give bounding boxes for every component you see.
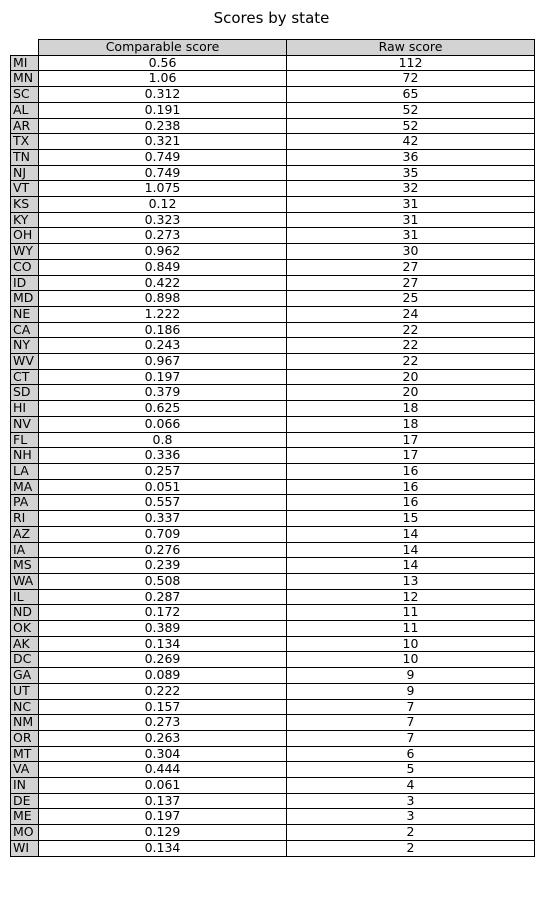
raw-score-cell: 52: [287, 102, 535, 118]
comparable-score-cell: 0.197: [39, 369, 287, 385]
table-row: [11, 149, 535, 165]
row-label: MT: [11, 746, 39, 762]
table-row: [11, 668, 535, 684]
raw-score-cell: 17: [287, 432, 535, 448]
table-row: [11, 55, 535, 71]
scores-table: [10, 39, 535, 857]
comparable-score-cell: 0.749: [39, 165, 287, 181]
row-label: IA: [11, 542, 39, 558]
table-row: [11, 621, 535, 637]
raw-score-cell: 22: [287, 322, 535, 338]
raw-score-cell: 30: [287, 244, 535, 260]
row-label: SD: [11, 385, 39, 401]
table-row: [11, 291, 535, 307]
raw-score-cell: 24: [287, 306, 535, 322]
row-label: CA: [11, 322, 39, 338]
table-row: [11, 416, 535, 432]
row-label: ND: [11, 605, 39, 621]
row-label: UT: [11, 683, 39, 699]
raw-score-cell: 16: [287, 463, 535, 479]
table-row: [11, 715, 535, 731]
row-label: NE: [11, 306, 39, 322]
row-label: TX: [11, 134, 39, 150]
comparable-score-cell: 0.12: [39, 197, 287, 213]
row-label: AZ: [11, 526, 39, 542]
comparable-score-cell: 0.257: [39, 463, 287, 479]
raw-score-cell: 17: [287, 448, 535, 464]
row-label: DC: [11, 652, 39, 668]
table-row: [11, 809, 535, 825]
raw-score-cell: 9: [287, 668, 535, 684]
comparable-score-cell: 0.137: [39, 793, 287, 809]
raw-score-cell: 2: [287, 825, 535, 841]
comparable-score-cell: 0.962: [39, 244, 287, 260]
comparable-score-cell: 0.508: [39, 573, 287, 589]
row-label: VA: [11, 762, 39, 778]
raw-score-cell: 18: [287, 401, 535, 417]
row-label: CO: [11, 259, 39, 275]
table-row: [11, 730, 535, 746]
raw-score-cell: 11: [287, 605, 535, 621]
row-label: GA: [11, 668, 39, 684]
comparable-score-cell: 0.557: [39, 495, 287, 511]
row-label: OH: [11, 228, 39, 244]
table-row: [11, 746, 535, 762]
row-label: OK: [11, 621, 39, 637]
raw-score-cell: 4: [287, 778, 535, 794]
raw-score-cell: 12: [287, 589, 535, 605]
row-label: CT: [11, 369, 39, 385]
raw-score-cell: 7: [287, 730, 535, 746]
row-label: AL: [11, 102, 39, 118]
row-label: TN: [11, 149, 39, 165]
comparable-score-cell: 0.312: [39, 87, 287, 103]
table-body: [11, 55, 535, 856]
row-label: WV: [11, 354, 39, 370]
raw-score-cell: 36: [287, 149, 535, 165]
comparable-score-cell: 0.051: [39, 479, 287, 495]
column-header-raw-score: Raw score: [287, 40, 535, 56]
table-row: [11, 558, 535, 574]
raw-score-cell: 7: [287, 715, 535, 731]
raw-score-cell: 14: [287, 558, 535, 574]
table-row: [11, 432, 535, 448]
row-label: IL: [11, 589, 39, 605]
comparable-score-cell: 0.898: [39, 291, 287, 307]
comparable-score-cell: 0.709: [39, 526, 287, 542]
table-row: [11, 165, 535, 181]
table-row: [11, 181, 535, 197]
raw-score-cell: 52: [287, 118, 535, 134]
row-label: IN: [11, 778, 39, 794]
raw-score-cell: 11: [287, 621, 535, 637]
row-label: FL: [11, 432, 39, 448]
comparable-score-cell: 0.276: [39, 542, 287, 558]
raw-score-cell: 13: [287, 573, 535, 589]
comparable-score-cell: 0.56: [39, 55, 287, 71]
raw-score-cell: 31: [287, 197, 535, 213]
comparable-score-cell: 0.061: [39, 778, 287, 794]
row-label: KS: [11, 197, 39, 213]
comparable-score-cell: 0.269: [39, 652, 287, 668]
column-header-comparable-score: Comparable score: [39, 40, 287, 56]
comparable-score-cell: 0.157: [39, 699, 287, 715]
table-row: [11, 322, 535, 338]
row-label: DE: [11, 793, 39, 809]
table-row: [11, 793, 535, 809]
raw-score-cell: 7: [287, 699, 535, 715]
row-label: OR: [11, 730, 39, 746]
raw-score-cell: 14: [287, 526, 535, 542]
row-label: MS: [11, 558, 39, 574]
table-row: [11, 212, 535, 228]
row-label: NC: [11, 699, 39, 715]
comparable-score-cell: 0.197: [39, 809, 287, 825]
table-row: [11, 762, 535, 778]
raw-score-cell: 10: [287, 636, 535, 652]
raw-score-cell: 2: [287, 840, 535, 856]
comparable-score-cell: 0.849: [39, 259, 287, 275]
comparable-score-cell: 0.238: [39, 118, 287, 134]
comparable-score-cell: 0.134: [39, 636, 287, 652]
comparable-score-cell: 0.089: [39, 668, 287, 684]
table-row: [11, 526, 535, 542]
header-row: [11, 40, 535, 56]
row-label: AR: [11, 118, 39, 134]
raw-score-cell: 22: [287, 338, 535, 354]
comparable-score-cell: 0.134: [39, 840, 287, 856]
comparable-score-cell: 0.243: [39, 338, 287, 354]
table-row: [11, 495, 535, 511]
raw-score-cell: 112: [287, 55, 535, 71]
comparable-score-cell: 0.129: [39, 825, 287, 841]
comparable-score-cell: 0.337: [39, 511, 287, 527]
comparable-score-cell: 0.321: [39, 134, 287, 150]
table-row: [11, 338, 535, 354]
raw-score-cell: 6: [287, 746, 535, 762]
comparable-score-cell: 0.444: [39, 762, 287, 778]
comparable-score-cell: 0.625: [39, 401, 287, 417]
raw-score-cell: 65: [287, 87, 535, 103]
raw-score-cell: 35: [287, 165, 535, 181]
comparable-score-cell: 0.336: [39, 448, 287, 464]
table-row: [11, 197, 535, 213]
row-label: ID: [11, 275, 39, 291]
table-row: [11, 134, 535, 150]
raw-score-cell: 72: [287, 71, 535, 87]
row-label: MA: [11, 479, 39, 495]
table-row: [11, 573, 535, 589]
row-label: SC: [11, 87, 39, 103]
comparable-score-cell: 1.06: [39, 71, 287, 87]
table-row: [11, 511, 535, 527]
table-row: [11, 259, 535, 275]
table-row: [11, 71, 535, 87]
comparable-score-cell: 0.422: [39, 275, 287, 291]
comparable-score-cell: 0.967: [39, 354, 287, 370]
comparable-score-cell: 0.186: [39, 322, 287, 338]
row-label: NH: [11, 448, 39, 464]
row-label: MO: [11, 825, 39, 841]
comparable-score-cell: 0.749: [39, 149, 287, 165]
raw-score-cell: 20: [287, 369, 535, 385]
raw-score-cell: 16: [287, 495, 535, 511]
row-label: MI: [11, 55, 39, 71]
comparable-score-cell: 0.287: [39, 589, 287, 605]
raw-score-cell: 14: [287, 542, 535, 558]
table-row: [11, 683, 535, 699]
raw-score-cell: 27: [287, 259, 535, 275]
comparable-score-cell: 0.379: [39, 385, 287, 401]
raw-score-cell: 31: [287, 228, 535, 244]
row-label: MD: [11, 291, 39, 307]
table-row: [11, 448, 535, 464]
table-row: [11, 840, 535, 856]
row-label: LA: [11, 463, 39, 479]
raw-score-cell: 20: [287, 385, 535, 401]
row-label: ME: [11, 809, 39, 825]
table-row: [11, 102, 535, 118]
table-row: [11, 652, 535, 668]
comparable-score-cell: 0.8: [39, 432, 287, 448]
row-label: NY: [11, 338, 39, 354]
table-row: [11, 542, 535, 558]
comparable-score-cell: 0.172: [39, 605, 287, 621]
table-row: [11, 401, 535, 417]
comparable-score-cell: 0.222: [39, 683, 287, 699]
table-row: [11, 479, 535, 495]
table-row: [11, 463, 535, 479]
row-label: RI: [11, 511, 39, 527]
table-row: [11, 385, 535, 401]
table-row: [11, 369, 535, 385]
table-row: [11, 636, 535, 652]
comparable-score-cell: 0.389: [39, 621, 287, 637]
row-label: AK: [11, 636, 39, 652]
comparable-score-cell: 0.191: [39, 102, 287, 118]
comparable-score-cell: 0.304: [39, 746, 287, 762]
comparable-score-cell: 0.273: [39, 228, 287, 244]
table-row: [11, 354, 535, 370]
raw-score-cell: 31: [287, 212, 535, 228]
raw-score-cell: 3: [287, 793, 535, 809]
comparable-score-cell: 0.273: [39, 715, 287, 731]
raw-score-cell: 16: [287, 479, 535, 495]
table-row: [11, 244, 535, 260]
row-label: WA: [11, 573, 39, 589]
raw-score-cell: 5: [287, 762, 535, 778]
raw-score-cell: 22: [287, 354, 535, 370]
comparable-score-cell: 1.222: [39, 306, 287, 322]
raw-score-cell: 25: [287, 291, 535, 307]
row-label: WY: [11, 244, 39, 260]
row-label: NJ: [11, 165, 39, 181]
raw-score-cell: 27: [287, 275, 535, 291]
row-label: MN: [11, 71, 39, 87]
raw-score-cell: 10: [287, 652, 535, 668]
raw-score-cell: 18: [287, 416, 535, 432]
table-row: [11, 228, 535, 244]
table-row: [11, 699, 535, 715]
raw-score-cell: 3: [287, 809, 535, 825]
table-row: [11, 118, 535, 134]
row-label: PA: [11, 495, 39, 511]
table-row: [11, 87, 535, 103]
row-label: NM: [11, 715, 39, 731]
raw-score-cell: 32: [287, 181, 535, 197]
table-corner: [11, 40, 39, 56]
row-label: KY: [11, 212, 39, 228]
table-row: [11, 306, 535, 322]
chart-title: Scores by state: [213, 9, 330, 27]
table-row: [11, 589, 535, 605]
table-row: [11, 275, 535, 291]
table-row: [11, 825, 535, 841]
row-label: NV: [11, 416, 39, 432]
row-label: WI: [11, 840, 39, 856]
row-label: VT: [11, 181, 39, 197]
raw-score-cell: 9: [287, 683, 535, 699]
comparable-score-cell: 0.263: [39, 730, 287, 746]
raw-score-cell: 15: [287, 511, 535, 527]
comparable-score-cell: 1.075: [39, 181, 287, 197]
row-label: HI: [11, 401, 39, 417]
table-row: [11, 778, 535, 794]
comparable-score-cell: 0.323: [39, 212, 287, 228]
comparable-score-cell: 0.239: [39, 558, 287, 574]
comparable-score-cell: 0.066: [39, 416, 287, 432]
table-row: [11, 605, 535, 621]
raw-score-cell: 42: [287, 134, 535, 150]
